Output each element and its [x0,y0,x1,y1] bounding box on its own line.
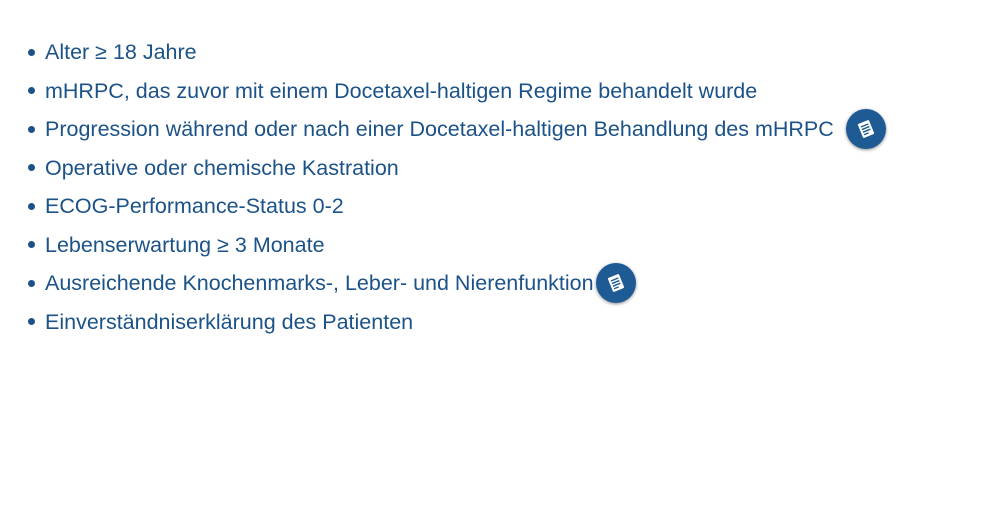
list-item [28,303,886,342]
list-item [28,264,886,303]
bullet-icon [28,49,35,56]
bullet-icon [28,164,35,171]
list-item [28,226,886,265]
list-item-text: Lebenserwartung ≥ 3 Monate [45,232,325,257]
bullet-icon [28,241,35,248]
list-item [28,187,886,226]
list-item-text: mHRPC, das zuvor mit einem Docetaxel-haltigen Regime behandelt wurde [45,78,758,103]
list-item-text: Alter ≥ 18 Jahre [45,40,197,64]
document-note-button[interactable] [846,109,886,149]
list-item [28,33,886,72]
bullet-icon [28,318,35,325]
bullet-icon [28,203,35,210]
document-note-button[interactable] [596,263,636,303]
list-item-text: Operative oder chemische Kastration [45,155,399,180]
list-item [28,72,886,111]
bullet-icon [28,126,35,133]
list-item [28,149,886,188]
document-note-icon [855,118,877,140]
list-item-text: Ausreichende Knochenmarks-, Leber- und Nierenfunktion [45,271,594,295]
list-item-text: Einverständniserklärung des Patienten [45,309,414,334]
list-item-text: ECOG-Performance-Status 0-2 [45,194,344,218]
bullet-icon [28,280,35,287]
document-note-icon [605,272,627,294]
list-item [28,110,886,149]
bullet-icon [28,87,35,94]
inclusion-criteria-list [28,33,886,341]
list-item-text: Progression während oder nach einer Docetaxel-haltigen Behandlung des mHRPC [45,117,834,141]
